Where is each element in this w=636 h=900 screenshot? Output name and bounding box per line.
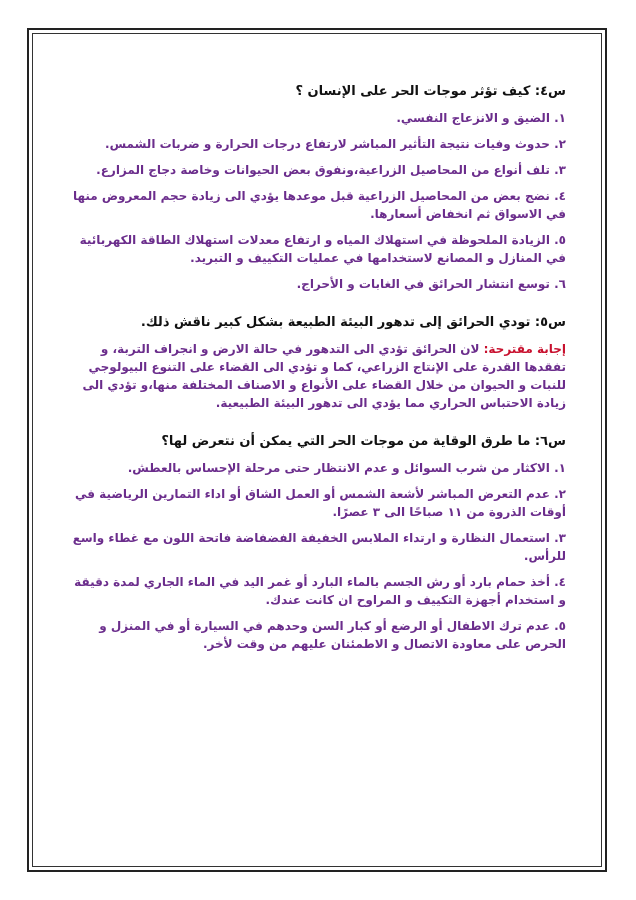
worksheet-content	[72, 82, 566, 673]
q4-item-1: ١. الضيق و الانزعاج النفسي.	[396, 111, 566, 125]
q6-item-4: ٤. أخذ حمام بارد أو رش الجسم بالماء البارد أو غمر اليد في الماء الجاري لمدة دقيقة و استخدام أجهزة التكييف و المراوح ان كانت عندك.	[74, 575, 566, 607]
q4-item-3: ٣. تلف أنواع من المحاصيل الزراعية،ونفوق بعض الحيوانات وخاصة دجاج المزارع.	[96, 163, 566, 177]
answer-label: إجابة مقترحة:	[483, 342, 566, 356]
question-4-section	[72, 82, 566, 293]
q4-item-6: ٦. توسع انتشار الحرائق في الغابات و الأحراج.	[296, 277, 566, 291]
answer-text: لان الحرائق تؤدي الى التدهور في حالة الارض و انجراف التربة، و تفقدها القدرة على الإنتاج الزراعي، كما و تؤدي الى القضاء على التنوع البيولوجي للنبات و الحيوان من خلال القضاء على الأنواع و الاصناف المختلفة منها،و تؤدي الى زيادة الاحتباس الحراري مما يؤدي الى تدهور البيئة الطبيعية.	[82, 342, 566, 410]
q6-item-3: ٣. استعمال النظارة و ارتداء الملابس الخفيفة الفضفاضة فاتحة اللون مع غطاء واسع للرأس.	[72, 531, 566, 563]
q4-item-2: ٢. حدوث وفيات نتيجة التأثير المباشر لارتفاع درجات الحرارة و ضربات الشمس.	[105, 137, 566, 151]
question-6: س٦: ما طرق الوقاية من موجات الحر التي يمكن أن نتعرض لها؟	[161, 434, 566, 449]
q4-item-4: ٤. نضج بعض من المحاصيل الزراعية قبل موعدها يؤدي الى زيادة حجم المعروض منها في الاسواق ثم انخفاض أسعارها.	[72, 189, 566, 221]
q6-item-1: ١. الاكثار من شرب السوائل و عدم الانتظار حتى مرحلة الإحساس بالعطش.	[127, 461, 566, 475]
q6-item-2: ٢. عدم التعرض المباشر لأشعة الشمس أو العمل الشاق أو اداء التمارين الرياضية في أوقات الذروة من ١١ صباحًا الى ٣ عصرًا.	[74, 487, 566, 519]
q6-item-5: ٥. عدم ترك الاطفال أو الرضع أو كبار السن وحدهم في السيارة أو في المنزل و الحرص على معاودة الاتصال و الاطمئنان عليهم من وقت لأخر.	[99, 619, 566, 651]
question-4: س٤: كيف تؤثر موجات الحر على الإنسان ؟	[295, 84, 566, 99]
question-5-section	[72, 313, 566, 412]
question-5: س٥: تودي الحرائق إلى تدهور البيئة الطبيعة بشكل كبير ناقش ذلك.	[140, 315, 566, 330]
question-6-section	[72, 432, 566, 653]
q5-answer	[72, 340, 566, 412]
q4-item-5: ٥. الزيادة الملحوظة في استهلاك المياه و ارتفاع معدلات استهلاك الطاقة الكهربائية في المنازل و المصانع لاستخدامها في عمليات التكييف و التبريد.	[79, 233, 566, 265]
